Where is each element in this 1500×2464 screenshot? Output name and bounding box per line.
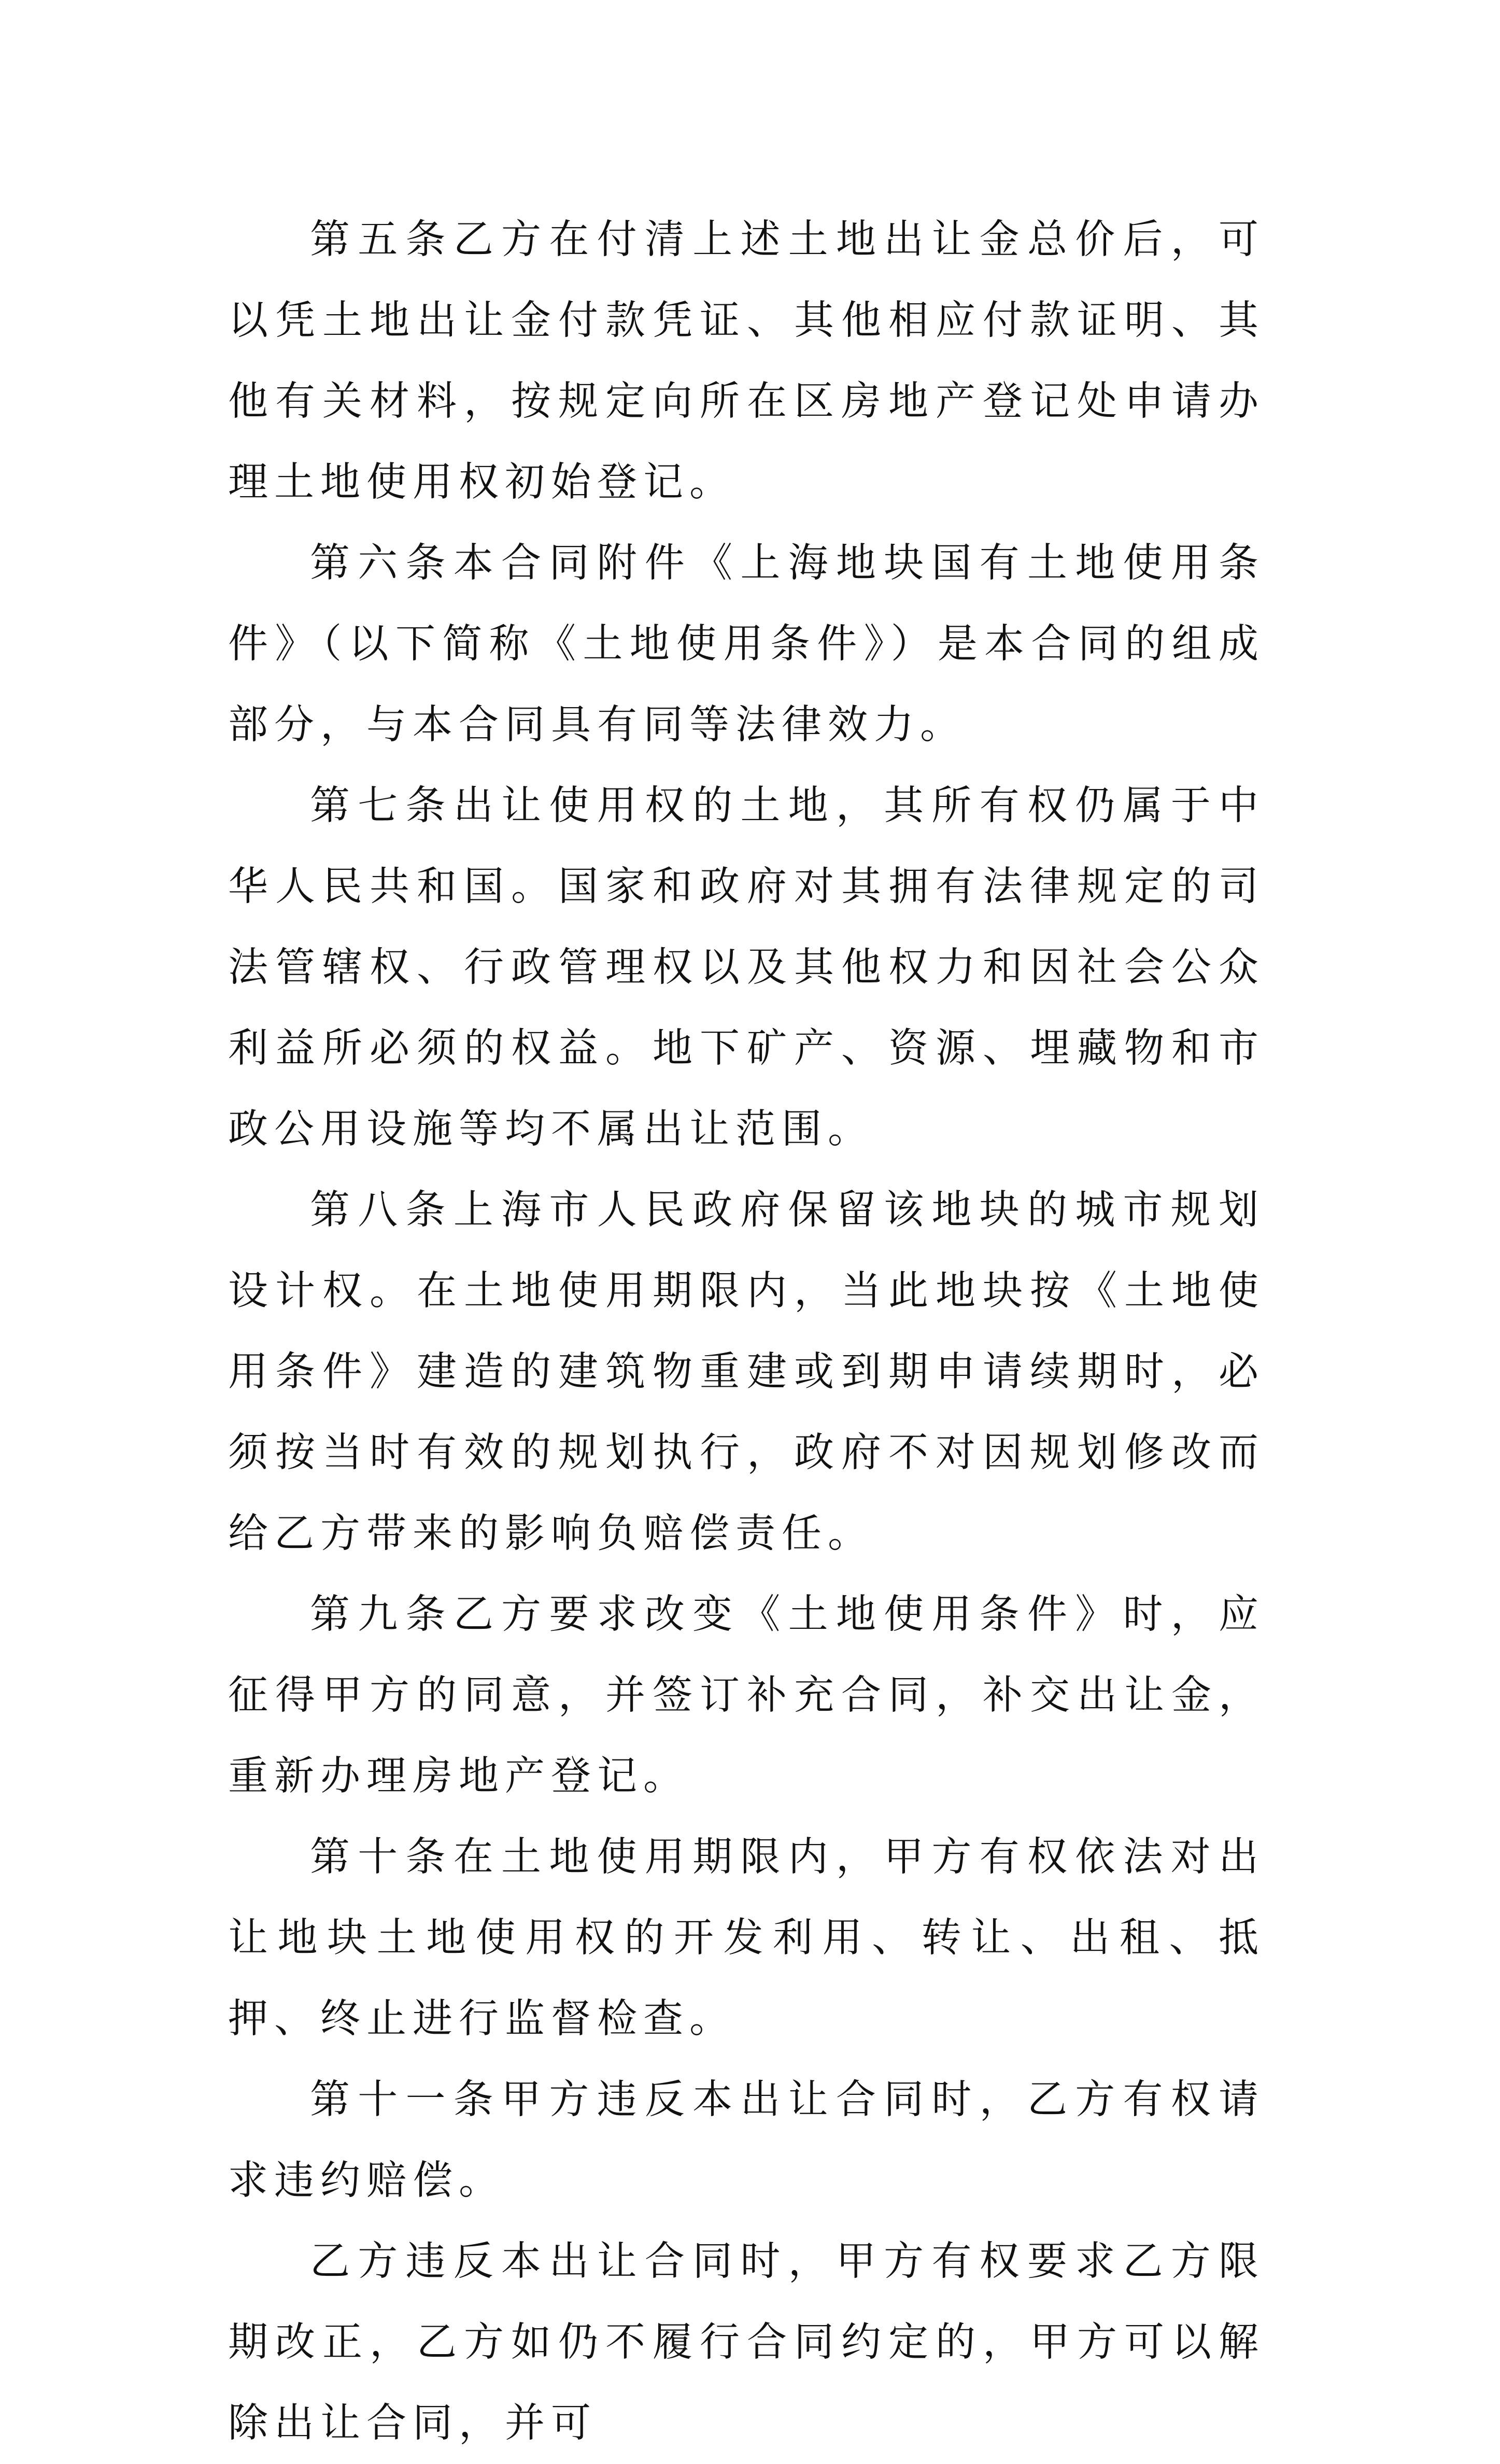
article-6-paragraph: 第六条本合同附件《上海地块国有土地使用条件》（以下简称《土地使用条件》）是本合同的组成部分，与本合同具有同等法律效力。 [228,540,1265,748]
article-11-continuation-paragraph: 乙方违反本出让合同时，甲方有权要求乙方限期改正，乙方如仍不履行合同约定的，甲方可以解除出让合同，并可 [228,2238,1265,2446]
article-7-paragraph: 第七条出让使用权的土地，其所有权仍属于中华人民共和国。国家和政府对其拥有法律规定的司法管辖权、行政管理权以及其他权力和因社会公众利益所必须的权益。地下矿产、资源、埋藏物和市政公用设施等均不属出让范围。 [228,783,1265,1152]
article-8-paragraph: 第八条上海市人民政府保留该地块的城市规划设计权。在土地使用期限内，当此地块按《土地使用条件》建造的建筑物重建或到期申请续期时，必须按当时有效的规划执行，政府不对因规划修改而给乙方带来的影响负赔偿责任。 [228,1187,1265,1557]
article-10-paragraph: 第十条在土地使用期限内，甲方有权依法对出让地块土地使用权的开发利用、转让、出租、抵押、终止进行监督检查。 [228,1834,1265,2042]
article-5-paragraph: 第五条乙方在付清上述土地出让金总价后，可以凭土地出让金付款凭证、其他相应付款证明、其他有关材料，按规定向所在区房地产登记处申请办理土地使用权初始登记。 [228,217,1265,505]
article-9-paragraph: 第九条乙方要求改变《土地使用条件》时，应征得甲方的同意，并签订补充合同，补交出让金，重新办理房地产登记。 [228,1592,1265,1799]
article-11-paragraph: 第十一条甲方违反本出让合同时，乙方有权请求违约赔偿。 [228,2077,1265,2204]
document-body [228,200,1265,2464]
